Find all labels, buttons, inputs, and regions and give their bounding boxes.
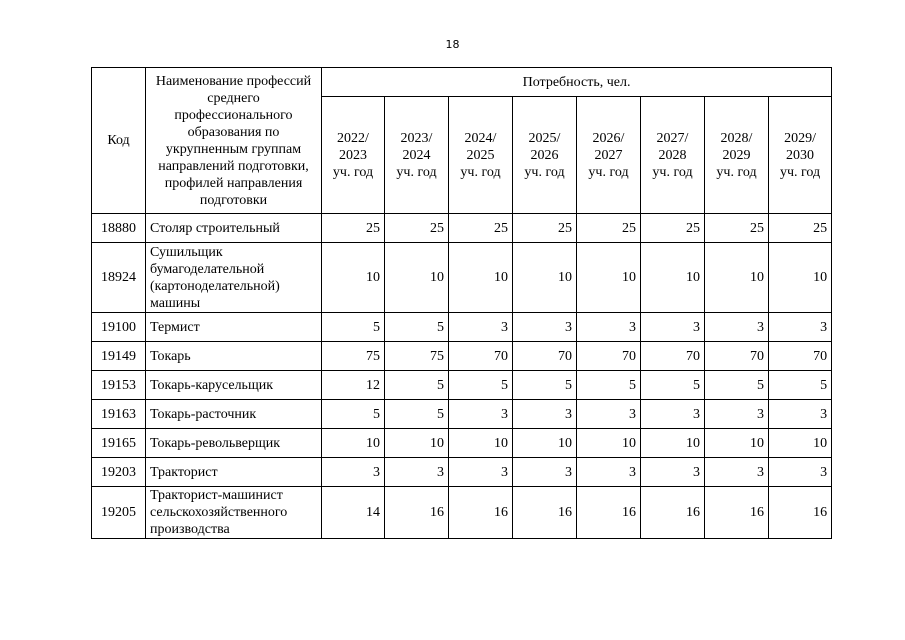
row-value: 3: [705, 313, 769, 342]
row-value: 70: [769, 342, 832, 371]
header-year-line: уч. год: [332, 164, 374, 180]
row-value: 3: [577, 458, 641, 487]
header-year-line: 2024: [402, 147, 431, 163]
table-row: [92, 214, 832, 243]
header-year: [705, 97, 769, 214]
row-code: 18880: [92, 214, 146, 243]
row-value: 10: [513, 243, 577, 313]
header-code: Код: [92, 68, 146, 214]
row-value: 10: [385, 429, 449, 458]
header-year-line: 2023: [339, 147, 367, 163]
row-value: 5: [385, 400, 449, 429]
row-value: 16: [769, 487, 832, 539]
row-value: 10: [769, 243, 832, 313]
row-value: 16: [513, 487, 577, 539]
row-value: 70: [513, 342, 577, 371]
row-value: 10: [449, 429, 513, 458]
header-year: [385, 97, 449, 214]
row-value: 25: [513, 214, 577, 243]
header-year-line: 2028: [658, 147, 687, 163]
row-value: 3: [769, 313, 832, 342]
row-value: 3: [322, 458, 385, 487]
table-body: [92, 214, 832, 539]
row-value: 10: [705, 429, 769, 458]
demand-table: [91, 67, 832, 539]
table-row: [92, 458, 832, 487]
header-year-line: 2025: [466, 147, 495, 163]
table-row: [92, 243, 832, 313]
row-value: 10: [705, 243, 769, 313]
row-value: 5: [769, 371, 832, 400]
row-code: 18924: [92, 243, 146, 313]
row-name: Токарь-карусельщик: [146, 371, 322, 400]
header-year: [449, 97, 513, 214]
header-year-line: уч. год: [652, 164, 693, 180]
row-value: 3: [641, 400, 705, 429]
row-value: 16: [449, 487, 513, 539]
table-row: [92, 400, 832, 429]
header-year-line: 2025/: [528, 130, 561, 146]
row-name: Термист: [146, 313, 322, 342]
header-year-line: 2028/: [720, 130, 753, 146]
row-value: 5: [385, 313, 449, 342]
row-value: 3: [449, 400, 513, 429]
row-value: 3: [449, 458, 513, 487]
header-year-line: уч. год: [716, 164, 757, 180]
row-value: 70: [577, 342, 641, 371]
header-year-line: уч. год: [524, 164, 565, 180]
row-name: Токарь-расточник: [146, 400, 322, 429]
row-value: 3: [641, 458, 705, 487]
row-value: 5: [513, 371, 577, 400]
page-number: 18: [445, 38, 460, 51]
header-year: [577, 97, 641, 214]
row-value: 10: [449, 243, 513, 313]
row-value: 10: [641, 243, 705, 313]
row-value: 75: [385, 342, 449, 371]
row-code: 19163: [92, 400, 146, 429]
row-value: 5: [449, 371, 513, 400]
header-year: [641, 97, 705, 214]
row-name: Тракторист-машинист сельскохозяйственного производства: [146, 487, 322, 539]
row-code: 19149: [92, 342, 146, 371]
header-year-line: уч. год: [588, 164, 629, 180]
row-value: 3: [641, 313, 705, 342]
row-value: 70: [705, 342, 769, 371]
header-year-line: уч. год: [779, 164, 821, 180]
header-need: Потребность, чел.: [322, 68, 832, 97]
row-value: 25: [577, 214, 641, 243]
row-code: 19153: [92, 371, 146, 400]
row-value: 25: [641, 214, 705, 243]
row-value: 12: [322, 371, 385, 400]
row-value: 10: [385, 243, 449, 313]
header-year-line: 2022/: [337, 130, 369, 146]
header-year-line: 2029: [722, 147, 751, 163]
row-value: 10: [577, 243, 641, 313]
header-year: [769, 97, 832, 214]
row-value: 5: [577, 371, 641, 400]
row-value: 3: [513, 400, 577, 429]
row-value: 5: [385, 371, 449, 400]
row-value: 10: [769, 429, 832, 458]
row-value: 70: [449, 342, 513, 371]
row-code: 19100: [92, 313, 146, 342]
header-year-line: 2027: [594, 147, 623, 163]
header-year-line: 2024/: [464, 130, 497, 146]
header-year-line: 2026: [530, 147, 559, 163]
table-row: [92, 429, 832, 458]
row-value: 10: [513, 429, 577, 458]
row-value: 16: [385, 487, 449, 539]
row-name: Токарь-револьверщик: [146, 429, 322, 458]
header-year: [322, 97, 385, 214]
row-value: 5: [641, 371, 705, 400]
row-value: 5: [322, 313, 385, 342]
header-year-line: уч. год: [396, 164, 437, 180]
row-value: 3: [705, 400, 769, 429]
row-value: 10: [322, 243, 385, 313]
row-value: 3: [577, 313, 641, 342]
row-value: 5: [322, 400, 385, 429]
header-year-line: 2030: [786, 147, 815, 163]
row-name: Столяр строительный: [146, 214, 322, 243]
row-name: Тракторист: [146, 458, 322, 487]
row-value: 25: [449, 214, 513, 243]
row-value: 75: [322, 342, 385, 371]
row-code: 19205: [92, 487, 146, 539]
row-name: Сушильщик бумагоделательной (картоноделательной) машины: [146, 243, 322, 313]
row-value: 25: [385, 214, 449, 243]
row-value: 16: [577, 487, 641, 539]
row-value: 3: [769, 400, 832, 429]
row-value: 3: [449, 313, 513, 342]
row-value: 3: [513, 458, 577, 487]
row-value: 10: [577, 429, 641, 458]
row-value: 25: [322, 214, 385, 243]
table-row: [92, 342, 832, 371]
table-row: [92, 487, 832, 539]
row-value: 3: [769, 458, 832, 487]
header-year-line: 2029/: [784, 130, 816, 146]
row-code: 19203: [92, 458, 146, 487]
table-row: [92, 313, 832, 342]
header-year-line: 2027/: [656, 130, 689, 146]
row-value: 3: [513, 313, 577, 342]
header-year-line: 2023/: [400, 130, 433, 146]
row-name: Токарь: [146, 342, 322, 371]
header-year-line: уч. год: [460, 164, 501, 180]
row-code: 19165: [92, 429, 146, 458]
row-value: 16: [705, 487, 769, 539]
header-name: Наименование профессий среднего профессионального образования по укрупненным группам направлений подготовки, профилей направления подготовки: [146, 68, 322, 214]
row-value: 3: [577, 400, 641, 429]
table-row: [92, 371, 832, 400]
header-year-line: 2026/: [592, 130, 625, 146]
row-value: 10: [322, 429, 385, 458]
row-value: 10: [641, 429, 705, 458]
row-value: 5: [705, 371, 769, 400]
header-year: [513, 97, 577, 214]
row-value: 16: [641, 487, 705, 539]
row-value: 70: [641, 342, 705, 371]
row-value: 3: [385, 458, 449, 487]
row-value: 25: [769, 214, 832, 243]
table-header: [92, 68, 832, 214]
row-value: 14: [322, 487, 385, 539]
row-value: 3: [705, 458, 769, 487]
row-value: 25: [705, 214, 769, 243]
